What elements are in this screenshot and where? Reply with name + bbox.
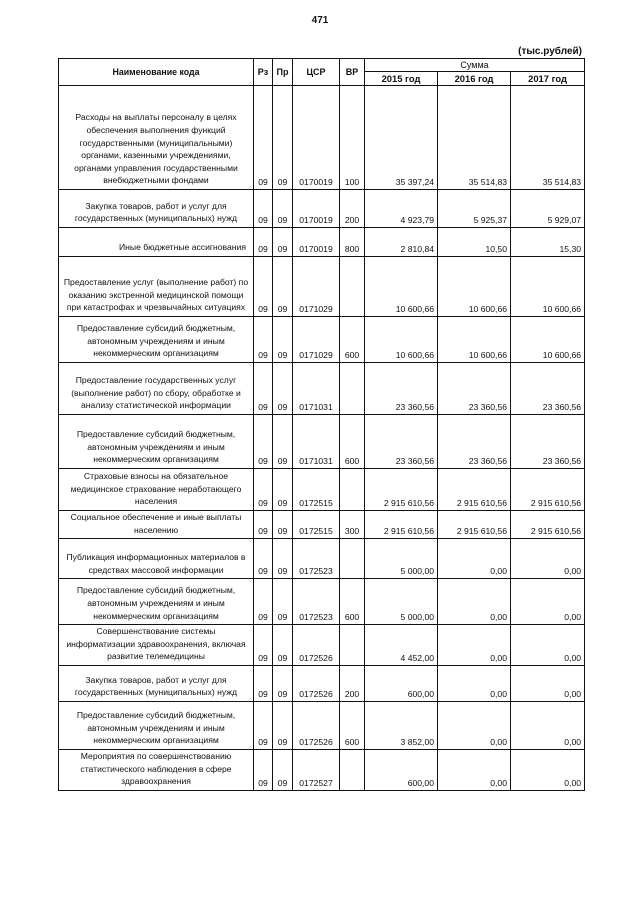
row-rz: 09: [254, 469, 273, 511]
table-row: [59, 317, 585, 363]
row-amount-2016: 35 514,83: [438, 86, 511, 190]
row-vr: 300: [340, 511, 365, 539]
row-name: Предоставление государственных услуг (выполнение работ) по сбору, обработке и анализу статистической информации: [59, 363, 254, 415]
row-rz: 09: [254, 665, 273, 701]
row-amount-2016: 0,00: [438, 625, 511, 666]
row-pr: 09: [273, 190, 293, 228]
header-vr: ВР: [340, 59, 365, 86]
row-amount-2015: 2 810,84: [365, 228, 438, 257]
row-vr: [340, 625, 365, 666]
row-rz: 09: [254, 625, 273, 666]
row-amount-2015: 5 000,00: [365, 539, 438, 579]
row-amount-2017: 0,00: [511, 749, 585, 790]
row-vr: [340, 363, 365, 415]
header-2016: 2016 год: [438, 72, 511, 86]
row-amount-2016: 10 600,66: [438, 257, 511, 317]
header-2015: 2015 год: [365, 72, 438, 86]
row-amount-2017: 0,00: [511, 701, 585, 749]
row-amount-2016: 2 915 610,56: [438, 511, 511, 539]
table-row: [59, 415, 585, 469]
table-row: [59, 469, 585, 511]
row-amount-2016: 23 360,56: [438, 415, 511, 469]
row-csr: 0171031: [293, 415, 340, 469]
row-csr: 0172523: [293, 539, 340, 579]
table-row: [59, 749, 585, 790]
table-row: [59, 190, 585, 228]
row-amount-2016: 23 360,56: [438, 363, 511, 415]
row-amount-2016: 10,50: [438, 228, 511, 257]
row-amount-2016: 5 925,37: [438, 190, 511, 228]
row-amount-2015: 23 360,56: [365, 415, 438, 469]
row-amount-2015: 5 000,00: [365, 579, 438, 625]
row-rz: 09: [254, 190, 273, 228]
row-vr: 600: [340, 317, 365, 363]
header-2017: 2017 год: [511, 72, 585, 86]
row-amount-2017: 0,00: [511, 625, 585, 666]
budget-table: [58, 58, 585, 791]
row-name: Совершенствование системы информатизации здравоохранения, включая развитие телемедицины: [59, 625, 254, 666]
row-vr: 600: [340, 579, 365, 625]
row-name: Публикация информационных материалов в средствах массовой информации: [59, 539, 254, 579]
row-rz: 09: [254, 363, 273, 415]
table-row: [59, 579, 585, 625]
table-row: [59, 701, 585, 749]
row-vr: 800: [340, 228, 365, 257]
row-rz: 09: [254, 579, 273, 625]
row-amount-2015: 23 360,56: [365, 363, 438, 415]
row-name: Закупка товаров, работ и услуг для государственных (муниципальных) нужд: [59, 665, 254, 701]
row-pr: 09: [273, 317, 293, 363]
row-pr: 09: [273, 625, 293, 666]
row-pr: 09: [273, 363, 293, 415]
row-amount-2017: 15,30: [511, 228, 585, 257]
row-amount-2016: 0,00: [438, 701, 511, 749]
row-vr: 200: [340, 665, 365, 701]
row-amount-2016: 2 915 610,56: [438, 469, 511, 511]
row-amount-2017: 5 929,07: [511, 190, 585, 228]
row-name: Мероприятия по совершенствованию статистического наблюдения в сфере здравоохранения: [59, 749, 254, 790]
header-rz: Рз: [254, 59, 273, 86]
row-csr: 0172523: [293, 579, 340, 625]
row-rz: 09: [254, 511, 273, 539]
row-rz: 09: [254, 539, 273, 579]
row-rz: 09: [254, 317, 273, 363]
row-name: Предоставление субсидий бюджетным, автономным учреждениям и иным некоммерческим организациям: [59, 701, 254, 749]
row-pr: 09: [273, 701, 293, 749]
header-csr: ЦСР: [293, 59, 340, 86]
row-csr: 0170019: [293, 86, 340, 190]
row-pr: 09: [273, 415, 293, 469]
row-csr: 0171031: [293, 363, 340, 415]
row-csr: 0171029: [293, 257, 340, 317]
row-vr: 100: [340, 86, 365, 190]
row-amount-2015: 10 600,66: [365, 317, 438, 363]
row-rz: 09: [254, 701, 273, 749]
header-name: Наименование кода: [59, 59, 254, 86]
row-csr: 0172526: [293, 701, 340, 749]
row-vr: 600: [340, 415, 365, 469]
row-amount-2017: 0,00: [511, 539, 585, 579]
page-number: 471: [311, 15, 329, 26]
row-name: Предоставление субсидий бюджетным, автономным учреждениям и иным некоммерческим организациям: [59, 415, 254, 469]
row-csr: 0172515: [293, 469, 340, 511]
row-name: Предоставление субсидий бюджетным, автономным учреждениям и иным некоммерческим организациям: [59, 579, 254, 625]
row-amount-2016: 0,00: [438, 539, 511, 579]
row-amount-2015: 4 452,00: [365, 625, 438, 666]
row-amount-2017: 2 915 610,56: [511, 511, 585, 539]
row-vr: 200: [340, 190, 365, 228]
row-vr: 600: [340, 701, 365, 749]
table-row: [59, 257, 585, 317]
table-row: [59, 625, 585, 666]
row-amount-2015: 600,00: [365, 665, 438, 701]
row-pr: 09: [273, 228, 293, 257]
table-row: [59, 539, 585, 579]
row-pr: 09: [273, 469, 293, 511]
row-csr: 0170019: [293, 228, 340, 257]
row-amount-2015: 2 915 610,56: [365, 469, 438, 511]
row-vr: [340, 539, 365, 579]
row-amount-2017: 0,00: [511, 665, 585, 701]
row-rz: 09: [254, 749, 273, 790]
row-name: Предоставление услуг (выполнение работ) по оказанию экстренной медицинской помощи при катастрофах и чрезвычайных ситуациях: [59, 257, 254, 317]
row-amount-2015: 2 915 610,56: [365, 511, 438, 539]
row-pr: 09: [273, 257, 293, 317]
row-rz: 09: [254, 228, 273, 257]
row-amount-2017: 2 915 610,56: [511, 469, 585, 511]
row-amount-2016: 0,00: [438, 749, 511, 790]
row-amount-2016: 10 600,66: [438, 317, 511, 363]
row-csr: 0172527: [293, 749, 340, 790]
row-amount-2017: 0,00: [511, 579, 585, 625]
row-amount-2015: 600,00: [365, 749, 438, 790]
row-csr: 0172526: [293, 665, 340, 701]
row-name: Иные бюджетные ассигнования: [59, 228, 254, 257]
row-pr: 09: [273, 511, 293, 539]
row-csr: 0172515: [293, 511, 340, 539]
row-csr: 0172526: [293, 625, 340, 666]
row-amount-2017: 23 360,56: [511, 415, 585, 469]
row-vr: [340, 469, 365, 511]
table-row: [59, 511, 585, 539]
row-name: Закупка товаров, работ и услуг для государственных (муниципальных) нужд: [59, 190, 254, 228]
header-pr: Пр: [273, 59, 293, 86]
table-row: [59, 363, 585, 415]
row-rz: 09: [254, 257, 273, 317]
row-amount-2016: 0,00: [438, 579, 511, 625]
row-amount-2017: 10 600,66: [511, 317, 585, 363]
units-label: (тыс.рублей): [518, 46, 582, 57]
row-name: Социальное обеспечение и иные выплаты населению: [59, 511, 254, 539]
row-rz: 09: [254, 86, 273, 190]
row-rz: 09: [254, 415, 273, 469]
row-csr: 0170019: [293, 190, 340, 228]
table-row: [59, 86, 585, 190]
row-amount-2015: 35 397,24: [365, 86, 438, 190]
header-sum: Сумма: [365, 59, 585, 72]
row-name: Предоставление субсидий бюджетным, автономным учреждениям и иным некоммерческим организациям: [59, 317, 254, 363]
row-vr: [340, 257, 365, 317]
row-pr: 09: [273, 86, 293, 190]
row-csr: 0171029: [293, 317, 340, 363]
row-name: Расходы на выплаты персоналу в целях обеспечения выполнения функций государственными (муниципальными) органами, казенными учреждениями, органами управления государственными внебюджетными фондами: [59, 86, 254, 190]
table-row: [59, 665, 585, 701]
row-name: Страховые взносы на обязательное медицинское страхование неработающего населения: [59, 469, 254, 511]
row-amount-2015: 10 600,66: [365, 257, 438, 317]
table-row: [59, 228, 585, 257]
row-amount-2017: 35 514,83: [511, 86, 585, 190]
row-pr: 09: [273, 749, 293, 790]
row-vr: [340, 749, 365, 790]
row-amount-2015: 4 923,79: [365, 190, 438, 228]
row-amount-2016: 0,00: [438, 665, 511, 701]
row-pr: 09: [273, 665, 293, 701]
row-pr: 09: [273, 539, 293, 579]
row-pr: 09: [273, 579, 293, 625]
row-amount-2015: 3 852,00: [365, 701, 438, 749]
row-amount-2017: 10 600,66: [511, 257, 585, 317]
row-amount-2017: 23 360,56: [511, 363, 585, 415]
